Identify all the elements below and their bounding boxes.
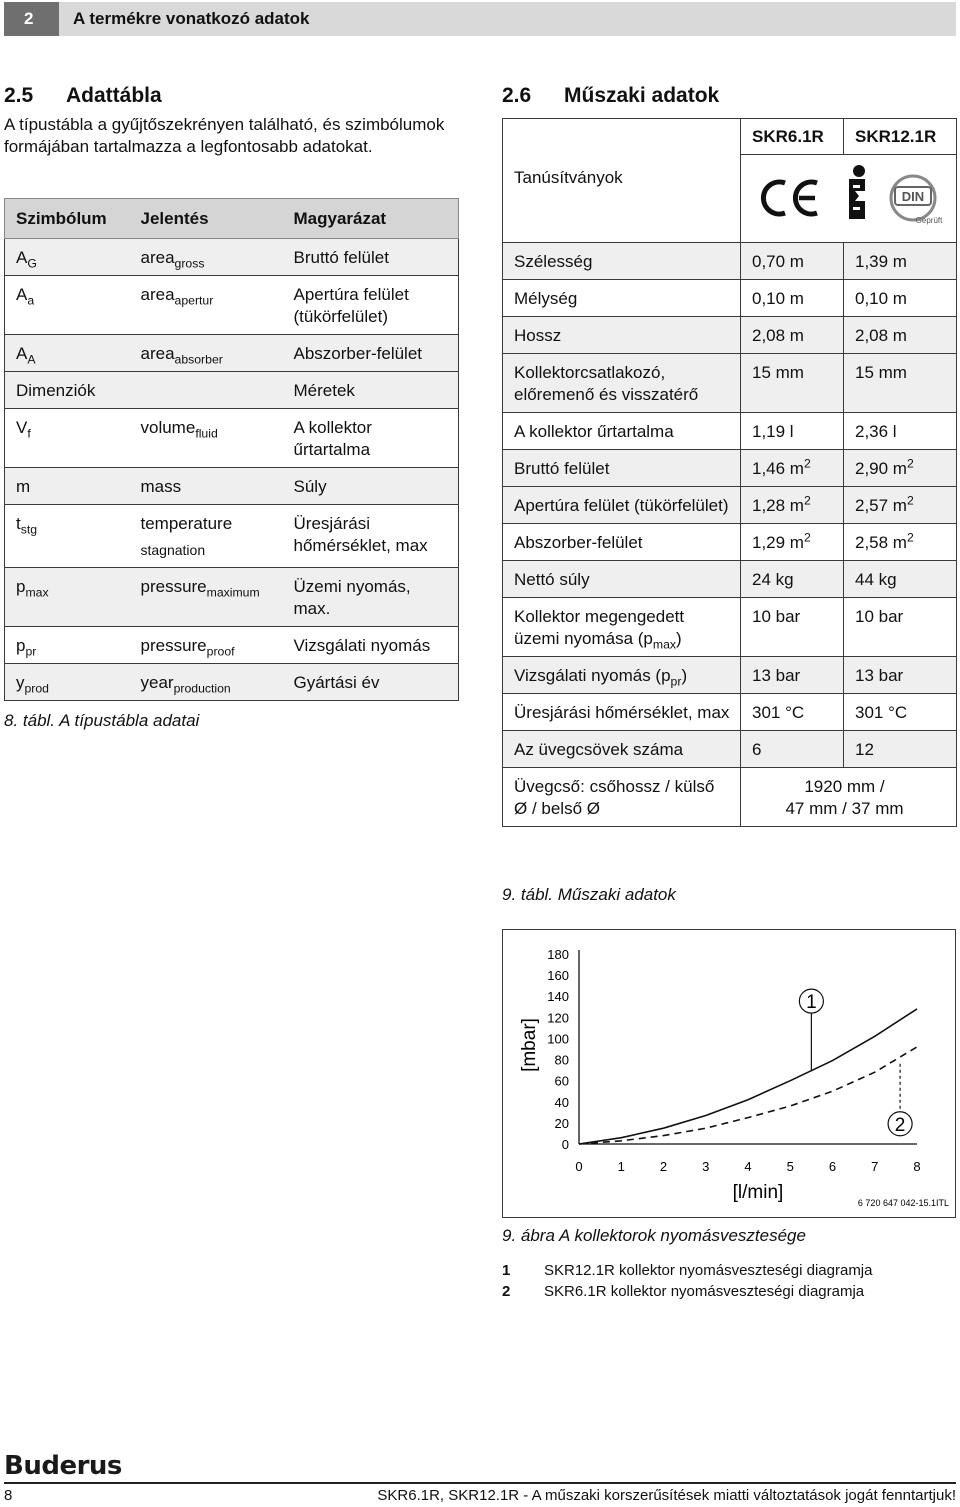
heading-number: 2.6 <box>502 84 532 107</box>
value-cell: 6 <box>741 731 844 768</box>
x-axis-label: [l/min] <box>732 1182 784 1203</box>
cert-logos <box>755 163 955 225</box>
symbol-cell: $A_A$ <box>5 335 130 372</box>
y-tick-label: 20 <box>554 1115 569 1131</box>
row-label: Üresjárási hőmérséklet, max <box>503 694 741 731</box>
table-row <box>503 487 957 524</box>
explanation-cell: Apertúra felület (tükörfelület) <box>283 276 459 335</box>
legend-item: 2 SKR6.1R kollektor nyomásveszteségi diagramja <box>502 1283 865 1300</box>
value-cell: 1,29 $m^2$ <box>741 524 844 561</box>
row-label: Szélesség <box>503 243 741 280</box>
series-line-2 <box>579 1047 917 1144</box>
row-label: Hossz <box>503 317 741 354</box>
svg-text:DIN: DIN <box>901 189 925 204</box>
row-label: Nettó súly <box>503 561 741 598</box>
x-tick-label: 8 <box>913 1159 921 1174</box>
heading-2-6 <box>502 84 719 108</box>
symbol-cell: $p_{pr}$ <box>5 627 130 664</box>
buderus-logo: Buderus <box>4 1451 122 1481</box>
table-row <box>5 335 459 372</box>
model-header: SKR6.1R <box>741 119 844 155</box>
dimension-label: Dimenziók <box>5 372 283 409</box>
footer-text: SKR6.1R, SKR12.1R - A műszaki korszerűsítések miatti változtatások jogát fenntartjuk! <box>377 1487 956 1504</box>
figure-reference: 6 720 647 042-15.1ITL <box>857 1198 949 1208</box>
x-tick-label: 3 <box>702 1159 710 1174</box>
meaning-cell: mass <box>130 468 283 505</box>
value-cell: 2,36 l <box>844 413 957 450</box>
footer-divider <box>4 1482 956 1484</box>
value-cell: 1,46 $m^2$ <box>741 450 844 487</box>
meaning-cell: temperature stagnation <box>130 505 283 568</box>
table-row <box>5 239 459 276</box>
x-tick-label: 7 <box>871 1159 879 1174</box>
section-title: A termékre vonatkozó adatok <box>59 2 956 36</box>
x-tick-label: 2 <box>659 1159 668 1174</box>
meaning-cell: year$_{production}$ <box>130 664 283 701</box>
row-label: A kollektor űrtartalma <box>503 413 741 450</box>
table-row <box>503 657 957 694</box>
table-header-row <box>5 199 459 239</box>
table-row <box>5 664 459 701</box>
symbol-cell: $p_{max}$ <box>5 568 130 627</box>
value-cell: 24 kg <box>741 561 844 598</box>
col-header: Magyarázat <box>283 199 459 239</box>
callout-label-2: 2 <box>894 1114 906 1136</box>
value-cell: 2,57 $m^2$ <box>844 487 957 524</box>
value-cell: 2,58 $m^2$ <box>844 524 957 561</box>
value-cell: 13 bar <box>844 657 957 694</box>
y-tick-label: 140 <box>547 989 569 1005</box>
x-tick-label: 6 <box>828 1159 837 1174</box>
meaning-cell: area$_{gross}$ <box>130 239 283 276</box>
value-cell: 12 <box>844 731 957 768</box>
symbol-cell: m <box>5 468 130 505</box>
value-cell: 0,10 m <box>844 280 957 317</box>
value-cell: 10 bar <box>844 598 957 657</box>
pressure-loss-chart <box>502 929 956 1218</box>
row-label: Apertúra felület (tükörfelület) <box>503 487 741 524</box>
value-cell: 0,10 m <box>741 280 844 317</box>
symbol-cell: $t_{stg}$ <box>5 505 130 568</box>
din-certco-icon <box>891 176 943 225</box>
keymark-icon <box>849 165 865 219</box>
value-cell: 301 °C <box>844 694 957 731</box>
col-header: Jelentés <box>130 199 283 239</box>
figure-legend <box>502 1260 872 1302</box>
section-header <box>4 2 956 36</box>
meaning-cell: area$_{absorber}$ <box>130 335 283 372</box>
table-row <box>5 372 459 409</box>
table-row <box>503 524 957 561</box>
col-header: Szimbólum <box>5 199 130 239</box>
meaning-cell: volume$_{fluid}$ <box>130 409 283 468</box>
page-number: 8 <box>4 1487 13 1504</box>
x-tick-label: 4 <box>744 1159 752 1174</box>
value-cell: 15 mm <box>741 354 844 413</box>
value-cell: 44 kg <box>844 561 957 598</box>
chart-svg <box>503 930 955 1217</box>
table-row <box>503 413 957 450</box>
y-tick-label: 40 <box>554 1094 569 1110</box>
figure-9-caption: 9. ábra A kollektorok nyomásvesztesége <box>502 1226 806 1245</box>
table-row <box>503 280 957 317</box>
heading-2-5 <box>4 84 162 108</box>
section-number: 2 <box>4 2 59 36</box>
table-row <box>503 598 957 657</box>
meaning-cell: area$_{apertur}$ <box>130 276 283 335</box>
row-label: Mélység <box>503 280 741 317</box>
value-cell: 13 bar <box>741 657 844 694</box>
y-tick-label: 0 <box>561 1137 569 1152</box>
value-cell: 15 mm <box>844 354 957 413</box>
explanation-cell: A kollektor űrtartalma <box>283 409 459 468</box>
symbol-cell: $V_f$ <box>5 409 130 468</box>
x-tick-label: 5 <box>786 1159 794 1174</box>
row-label: Kollektor megengedett üzemi nyomása $(p_{max})$ <box>503 598 741 657</box>
value-cell: 2,08 m <box>844 317 957 354</box>
x-tick-label: 0 <box>575 1159 583 1174</box>
meaning-cell: pressure$_{maximum}$ <box>130 568 283 627</box>
y-tick-label: 80 <box>554 1052 569 1068</box>
model-header-row <box>503 119 957 155</box>
table-row <box>503 694 957 731</box>
callout-label-1: 1 <box>806 992 817 1014</box>
row-label: Az üvegcsövek száma <box>503 731 741 768</box>
y-tick-label: 100 <box>547 1031 569 1047</box>
model-header: SKR12.1R <box>844 119 957 155</box>
table-row <box>503 354 957 413</box>
table-row <box>5 409 459 468</box>
explanation-cell: Bruttó felület <box>283 239 459 276</box>
value-cell: 301 °C <box>741 694 844 731</box>
row-label: Abszorber-felület <box>503 524 741 561</box>
explanation-cell: Súly <box>283 468 459 505</box>
table-row <box>503 768 957 827</box>
symbol-cell: $y_{prod}$ <box>5 664 130 701</box>
y-tick-label: 60 <box>554 1073 569 1089</box>
table-row <box>5 568 459 627</box>
symbol-table <box>4 198 459 701</box>
cert-label: Tanúsítványok <box>503 119 741 243</box>
table-row <box>5 276 459 335</box>
table-row <box>503 731 957 768</box>
row-label: Kollektorcsatlakozó, előremenő és visszatérő <box>503 354 741 413</box>
cert-logos-cell <box>741 155 957 243</box>
svg-text:Geprüft: Geprüft <box>915 216 943 225</box>
explanation-cell: Vizsgálati nyomás <box>283 627 459 664</box>
table-row <box>5 468 459 505</box>
y-axis-label: [mbar] <box>519 1018 540 1072</box>
x-tick-label: 1 <box>617 1159 625 1174</box>
value-cell: 2,90 $m^2$ <box>844 450 957 487</box>
symbol-cell: $A_G$ <box>5 239 130 276</box>
y-tick-label: 180 <box>547 947 569 962</box>
value-cell: 1,39 m <box>844 243 957 280</box>
ce-mark-icon <box>763 182 817 214</box>
heading-text: Műszaki adatok <box>564 84 720 107</box>
y-tick-label: 120 <box>547 1010 569 1026</box>
explanation-cell: Méretek <box>283 372 459 409</box>
value-cell: 1,28 $m^2$ <box>741 487 844 524</box>
value-cell: 10 bar <box>741 598 844 657</box>
intro-paragraph: A típustábla a gyűjtőszekrényen található, és szimbólumok formájában tartalmazza a legfontosabb adatokat. <box>4 115 445 156</box>
row-label: Bruttó felület <box>503 450 741 487</box>
value-cell: 1,19 l <box>741 413 844 450</box>
symbol-cell: $A_a$ <box>5 276 130 335</box>
y-tick-label: 160 <box>547 968 569 984</box>
table-row <box>503 317 957 354</box>
table-row <box>5 505 459 568</box>
table-row <box>503 561 957 598</box>
heading-number: 2.5 <box>4 84 34 107</box>
series-line-1 <box>579 1009 917 1144</box>
table-row <box>5 627 459 664</box>
row-label: Vizsgálati nyomás $(p_{pr})$ <box>503 657 741 694</box>
value-cell: 0,70 m <box>741 243 844 280</box>
explanation-cell: Üresjárási hőmérséklet, max <box>283 505 459 568</box>
value-cell: 2,08 m <box>741 317 844 354</box>
table-9-caption: 9. tábl. Műszaki adatok <box>502 885 676 904</box>
tech-table <box>502 118 957 827</box>
explanation-cell: Üzemi nyomás, max. <box>283 568 459 627</box>
table-row <box>503 243 957 280</box>
legend-item: 1 SKR12.1R kollektor nyomásveszteségi diagramja <box>502 1262 873 1279</box>
meaning-cell: pressure$_{proof}$ <box>130 627 283 664</box>
heading-text: Adattábla <box>66 84 162 107</box>
row-label: Üvegcső: csőhossz / külső Ø / belső Ø <box>503 768 741 827</box>
table-8-caption: 8. tábl. A típustábla adatai <box>4 711 200 730</box>
table-row <box>503 450 957 487</box>
explanation-cell: Abszorber-felület <box>283 335 459 372</box>
explanation-cell: Gyártási év <box>283 664 459 701</box>
value-cell: 1920 mm / 47 mm / 37 mm <box>741 768 957 827</box>
